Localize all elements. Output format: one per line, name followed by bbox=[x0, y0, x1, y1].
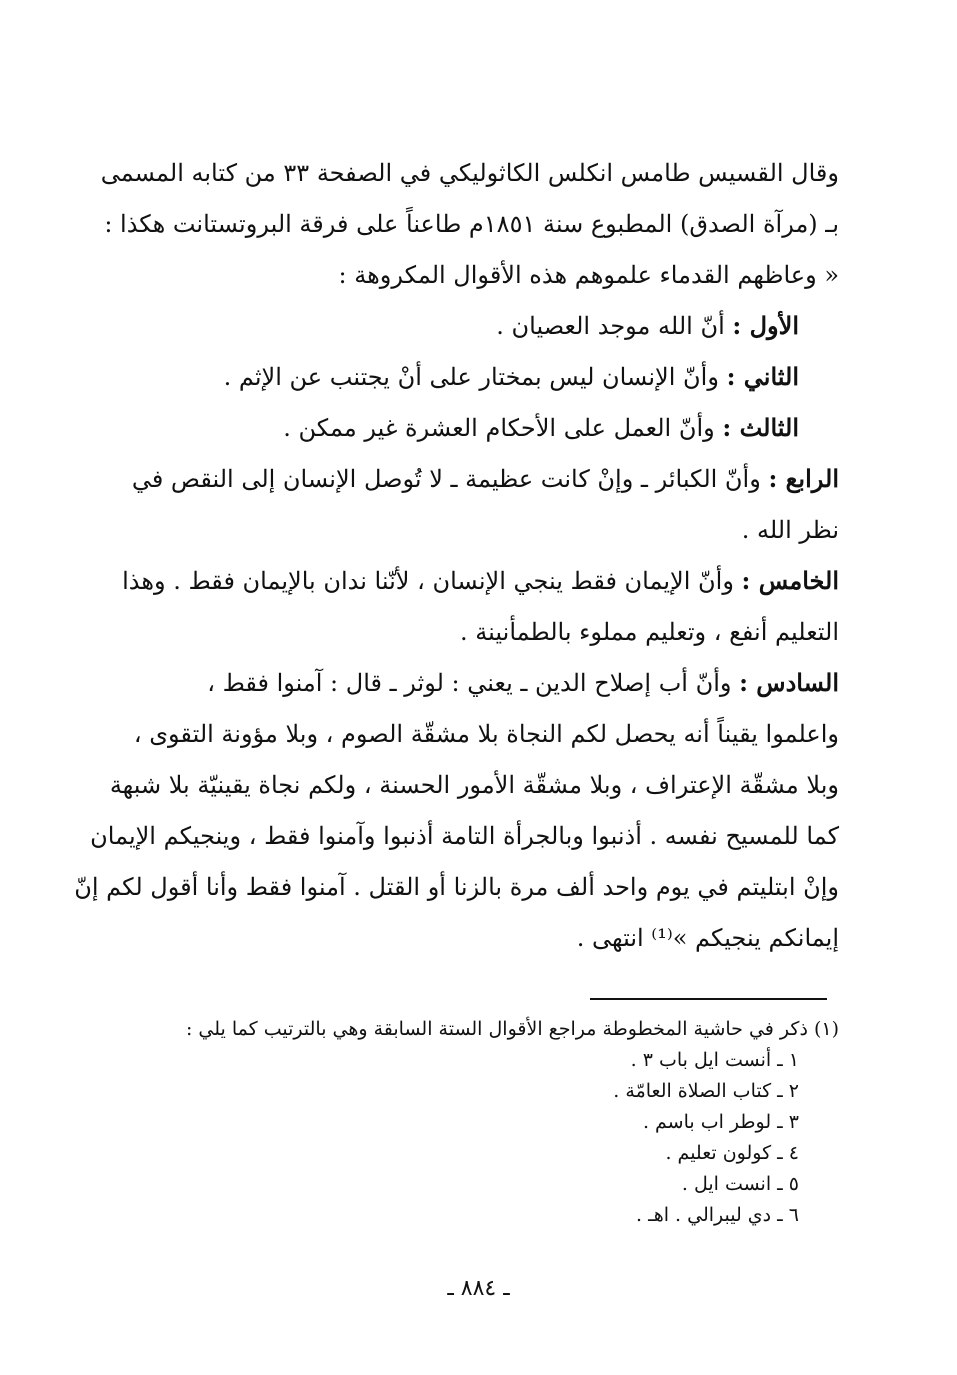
footnote-intro: (١) ذكر في حاشية المخطوطة مراجع الأقوال الستة السابقة وهي بالترتيب كما يلي : bbox=[185, 1018, 839, 1040]
footnotes bbox=[117, 1016, 839, 1233]
text-line bbox=[117, 719, 839, 749]
saying-text: وأنّ العمل على الأحكام العشرة غير ممكن . bbox=[283, 414, 723, 442]
text-line bbox=[74, 872, 839, 902]
saying-text: وأنّ الإيمان فقط ينجي الإنسان ، لأنّنا ندان بالإيمان فقط . وهذا bbox=[122, 567, 742, 595]
line-text: وقال القسيس طامس انكلس الكاثوليكي في الصفحة ٣٣ من كتابه المسمى bbox=[100, 159, 839, 187]
saying-sixth bbox=[117, 668, 839, 698]
footnote-item: ٦ ـ دي ليبرالي . اهـ . bbox=[636, 1204, 799, 1226]
saying-label: الثالث : bbox=[722, 413, 799, 442]
text-line bbox=[100, 158, 839, 188]
line-text: إيمانكم ينجيكم »⁽¹⁾ انتهى . bbox=[576, 924, 839, 952]
saying-label: السادس : bbox=[739, 668, 839, 697]
line-text: واعلموا يقيناً أنه يحصل لكم النجاة بلا مشقّة الصوم ، وبلا مؤونة التقوى ، bbox=[133, 720, 839, 748]
saying-text: وأنّ أب إصلاح الدين ـ يعني : لوثر ـ قال : آمنوا فقط ، bbox=[207, 669, 740, 697]
saying-text: وأنّ الكبائر ـ وإنْ كانت عظيمة ـ لا تُوصل الإنسان إلى النقص في bbox=[131, 465, 769, 493]
saying-first bbox=[117, 311, 839, 341]
line-text: وإنْ ابتليتم في يوم واحد ألف مرة بالزنا أو القتل . آمنوا فقط وأنا أقول لكم إنّ bbox=[74, 873, 839, 901]
text-line bbox=[117, 515, 839, 545]
saying-second bbox=[117, 362, 839, 392]
line-text: نظر الله . bbox=[741, 516, 839, 544]
line-text: بـ (مرآة الصدق) المطبوع سنة ١٨٥١م طاعناً على فرقة البروتستانت هكذا : bbox=[104, 210, 839, 238]
footnote-item: ٣ ـ لوطر اب باسم . bbox=[642, 1111, 799, 1133]
saying-label: الثاني : bbox=[726, 362, 799, 391]
footnote-item: ٢ ـ كتاب الصلاة العامّة . bbox=[613, 1080, 799, 1102]
saying-fifth bbox=[117, 566, 839, 596]
saying-label: الرابع : bbox=[768, 464, 839, 493]
line-text: التعليم أنفع ، وتعليم مملوء بالطمأنينة . bbox=[460, 618, 839, 646]
text-line bbox=[109, 770, 839, 800]
footnote-item: ١ ـ أنست ايل باب ٣ . bbox=[630, 1049, 799, 1071]
text-line bbox=[117, 617, 839, 647]
line-text: وبلا مشقّة الإعتراف ، وبلا مشقّة الأمور الحسنة ، ولكم نجاة يقينيّة بلا شبهة bbox=[109, 771, 839, 799]
footnote-divider bbox=[590, 998, 827, 1000]
main-text bbox=[74, 158, 839, 974]
line-text: « وعاظهم القدماء علموهم هذه الأقوال المكروهة : bbox=[338, 261, 839, 289]
line-text: كما للمسيح نفسه . أذنبوا وبالجرأة التامة أذنبوا وآمنوا فقط ، وينجيكم الإيمان bbox=[90, 822, 839, 850]
saying-text: أنّ الله موجد العصيان . bbox=[496, 312, 733, 340]
saying-fourth bbox=[117, 464, 839, 494]
saying-text: وأنّ الإنسان ليس بمختار على أنْ يجتنب عن الإثم . bbox=[223, 363, 727, 391]
saying-third bbox=[117, 413, 839, 443]
text-line bbox=[117, 260, 839, 290]
text-line bbox=[90, 821, 839, 851]
saying-label: الخامس : bbox=[741, 566, 839, 595]
saying-label: الأول : bbox=[732, 311, 799, 340]
page-number: ـ ٨٨٤ ـ bbox=[447, 1276, 510, 1301]
footnote-item: ٤ ـ كولون تعليم . bbox=[665, 1142, 799, 1164]
text-line bbox=[104, 209, 839, 239]
text-line bbox=[117, 923, 839, 953]
footnote-item: ٥ ـ انست ايل . bbox=[681, 1173, 799, 1195]
